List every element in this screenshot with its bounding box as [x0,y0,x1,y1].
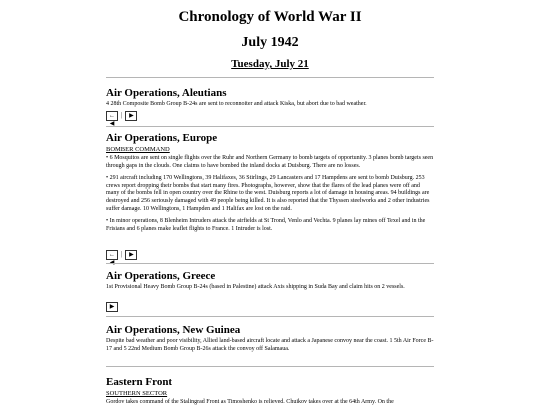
back-arrow-icon[interactable]: ← ◀ [106,250,118,260]
section-text: Gordov takes command of the Stalingrad Front as Timoshenko is relieved. Chuikov takes over at the 64th Army. On the [106,399,394,405]
site-title: Chronology of World War II [178,9,362,25]
forward-arrow-icon[interactable]: ▶ [125,111,137,121]
section-air-operations-aleutians [106,87,434,109]
divider [106,366,434,367]
divider [106,316,434,317]
day-link[interactable]: Tuesday, July 21 [231,58,309,70]
list-item: • 6 Mosquitos are sent on single flights over the Ruhr and Northern Germany to bomb targets of opportunity. 3 planes bomb targets seen through gaps in the clouds. One claims to have bombed the inland docks at Duisburg. There are no losses. [106,155,434,169]
section-title: Eastern Front [106,376,173,388]
section-nav [106,111,140,127]
forward-arrow-icon[interactable]: ▶ [106,302,118,312]
section-subheading[interactable]: BOMBER COMMAND [106,146,170,153]
list-item: • In minor operations, 8 Blenheim Intruders attack the airfields at St Trond, Venlo and Vechta. 9 planes lay mines off Texel and in the Frisians and 6 planes make leaflet flights to France. 1 Intruder is lost. [106,218,426,232]
back-arrow-icon[interactable]: ← ◀ [106,111,118,121]
section-title: Air Operations, Aleutians [106,87,227,99]
section-text: Despite bad weather and poor visibility, Allied land-based aircraft locate and attack a Japanese convoy near the coast. 1 5th Air Force B-17 and 5 22nd Medium Bomb Group B-26s attack the convoy off Salamaua. [106,338,434,352]
month-title: July 1942 [241,35,299,50]
section-title: Air Operations, New Guinea [106,324,241,336]
forward-arrow-icon[interactable]: ▶ [125,250,137,260]
section-air-operations-greece [106,270,434,292]
section-air-operations-europe [106,132,434,233]
divider [106,126,434,127]
section-subheading[interactable]: SOUTHERN SECTOR [106,390,168,397]
section-nav [106,250,140,266]
nav-separator: | [121,111,123,119]
divider [106,77,434,78]
section-text: 4 28th Composite Bomb Group B-24s are sent to reconnoiter and attack Kiska, but abort due to bad weather. [106,101,367,107]
section-text: 1st Provisional Heavy Bomb Group B-24s (based in Palestine) attack Axis shipping in Suda Bay and claim hits on 2 vessels. [106,284,405,290]
list-item: • 291 aircraft including 170 Wellingtons, 39 Halifaxes, 36 Stirlings, 29 Lancasters and 17 Hampdens are sent to bomb Duisburg. 253 crews report dropping their bombs that start many fires. Photographs, however, show that the flares of the lead planes were off and many of the bombs fell in open country over the Rhine to the west. Duisburg reports a lot of damage in housing areas. 94 buildings are destroyed and 256 seriously damaged with 49 people being killed. It is also reported that the Thyssen steelworks and 2 other industries suffer damage. 10 Wellingtons, 1 Hampden and 1 Halifax are lost on the raid. [106,175,430,212]
divider [106,263,434,264]
section-eastern-front [106,376,434,405]
section-title: Air Operations, Greece [106,270,216,282]
section-air-operations-new-guinea [106,324,434,353]
section-nav [106,302,121,311]
section-title: Air Operations, Europe [106,132,218,144]
nav-separator: | [121,250,123,258]
